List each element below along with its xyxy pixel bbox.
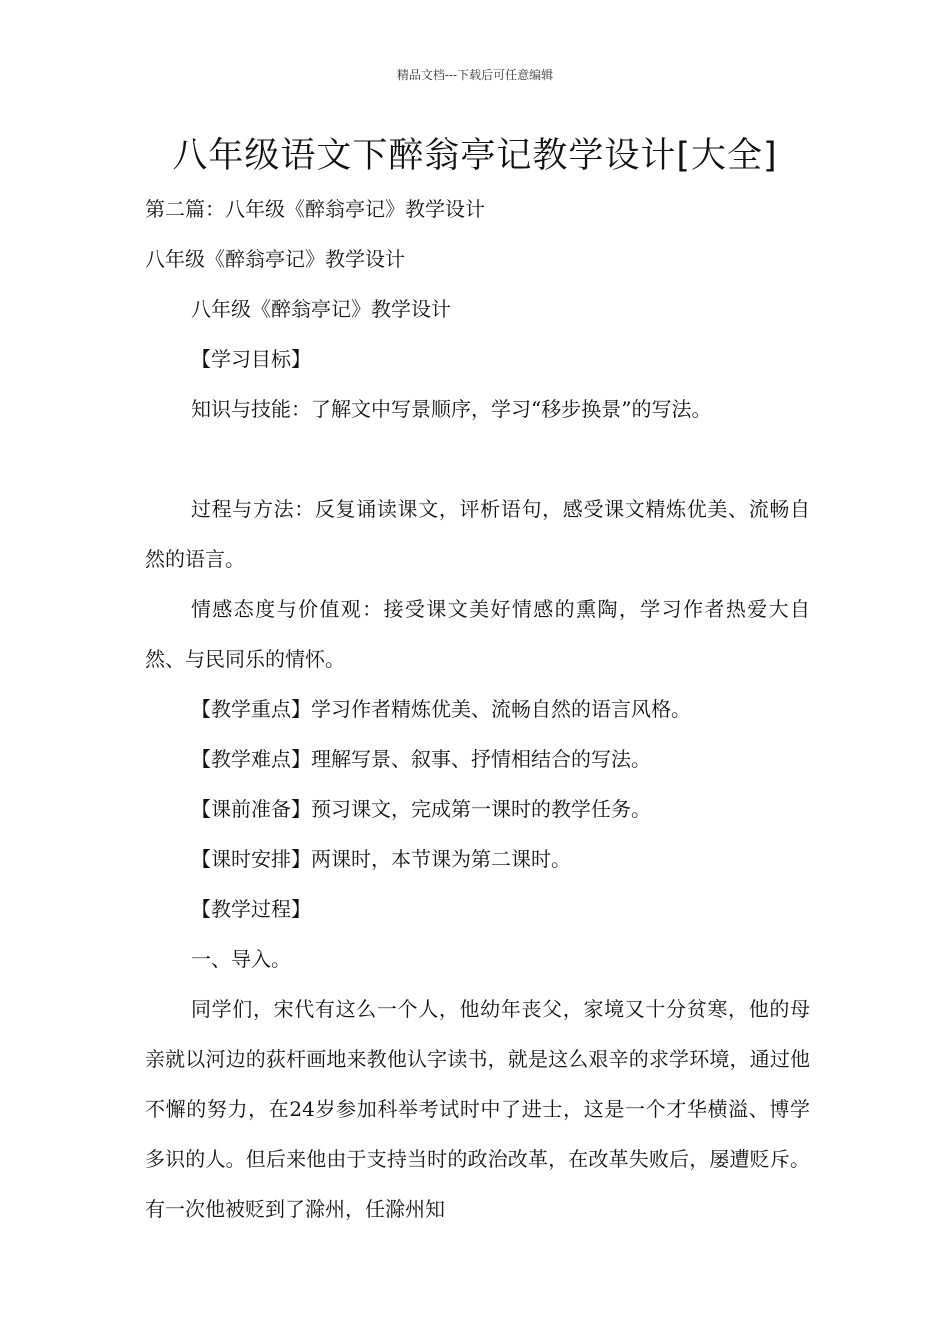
subheading-chapter: 第二篇：八年级《醉翁亭记》教学设计 [145, 197, 485, 221]
objective-emotion: 情感态度与价值观：接受课文美好情感的熏陶，学习作者热爱大自然、与民同乐的情怀。 [145, 597, 810, 671]
header-note: 精品文档---下载后可任意编辑 [396, 68, 554, 82]
schedule: 【课时安排】两课时，本节课为第二课时。 [191, 847, 571, 871]
introduction-paragraph: 同学们，宋代有这么一个人，他幼年丧父，家境又十分贫寒，他的母亲就以河边的荻杆画地来教他认字读书，就是这么艰辛的求学环境，通过他不懈的努力，在24岁参加科举考试时中了进士，这是一个才华横溢、博学多识的人。但后来他由于支持当时的政治改革，在改革失败后，屡遭贬斥。有一次他被贬到了滁州，任滁州知 [145, 997, 810, 1221]
document-body [145, 184, 810, 1234]
document-title: 八年级语文下醉翁亭记教学设计[大全] [172, 136, 778, 176]
subheading-design: 八年级《醉翁亭记》教学设计 [145, 247, 405, 271]
introduction-heading: 一、导入。 [191, 947, 291, 971]
preparation: 【课前准备】预习课文，完成第一课时的教学任务。 [191, 797, 651, 821]
teaching-difficulty: 【教学难点】理解写景、叙事、抒情相结合的写法。 [191, 747, 651, 771]
learning-objectives-heading: 【学习目标】 [191, 347, 311, 371]
objective-knowledge: 知识与技能：了解文中写景顺序，学习“移步换景”的写法。 [191, 397, 712, 421]
objective-process: 过程与方法：反复诵读课文，评析语句，感受课文精炼优美、流畅自然的语言。 [145, 497, 810, 571]
teaching-key-point: 【教学重点】学习作者精炼优美、流畅自然的语言风格。 [191, 697, 691, 721]
section-title: 八年级《醉翁亭记》教学设计 [191, 297, 451, 321]
teaching-process-heading: 【教学过程】 [191, 897, 311, 921]
